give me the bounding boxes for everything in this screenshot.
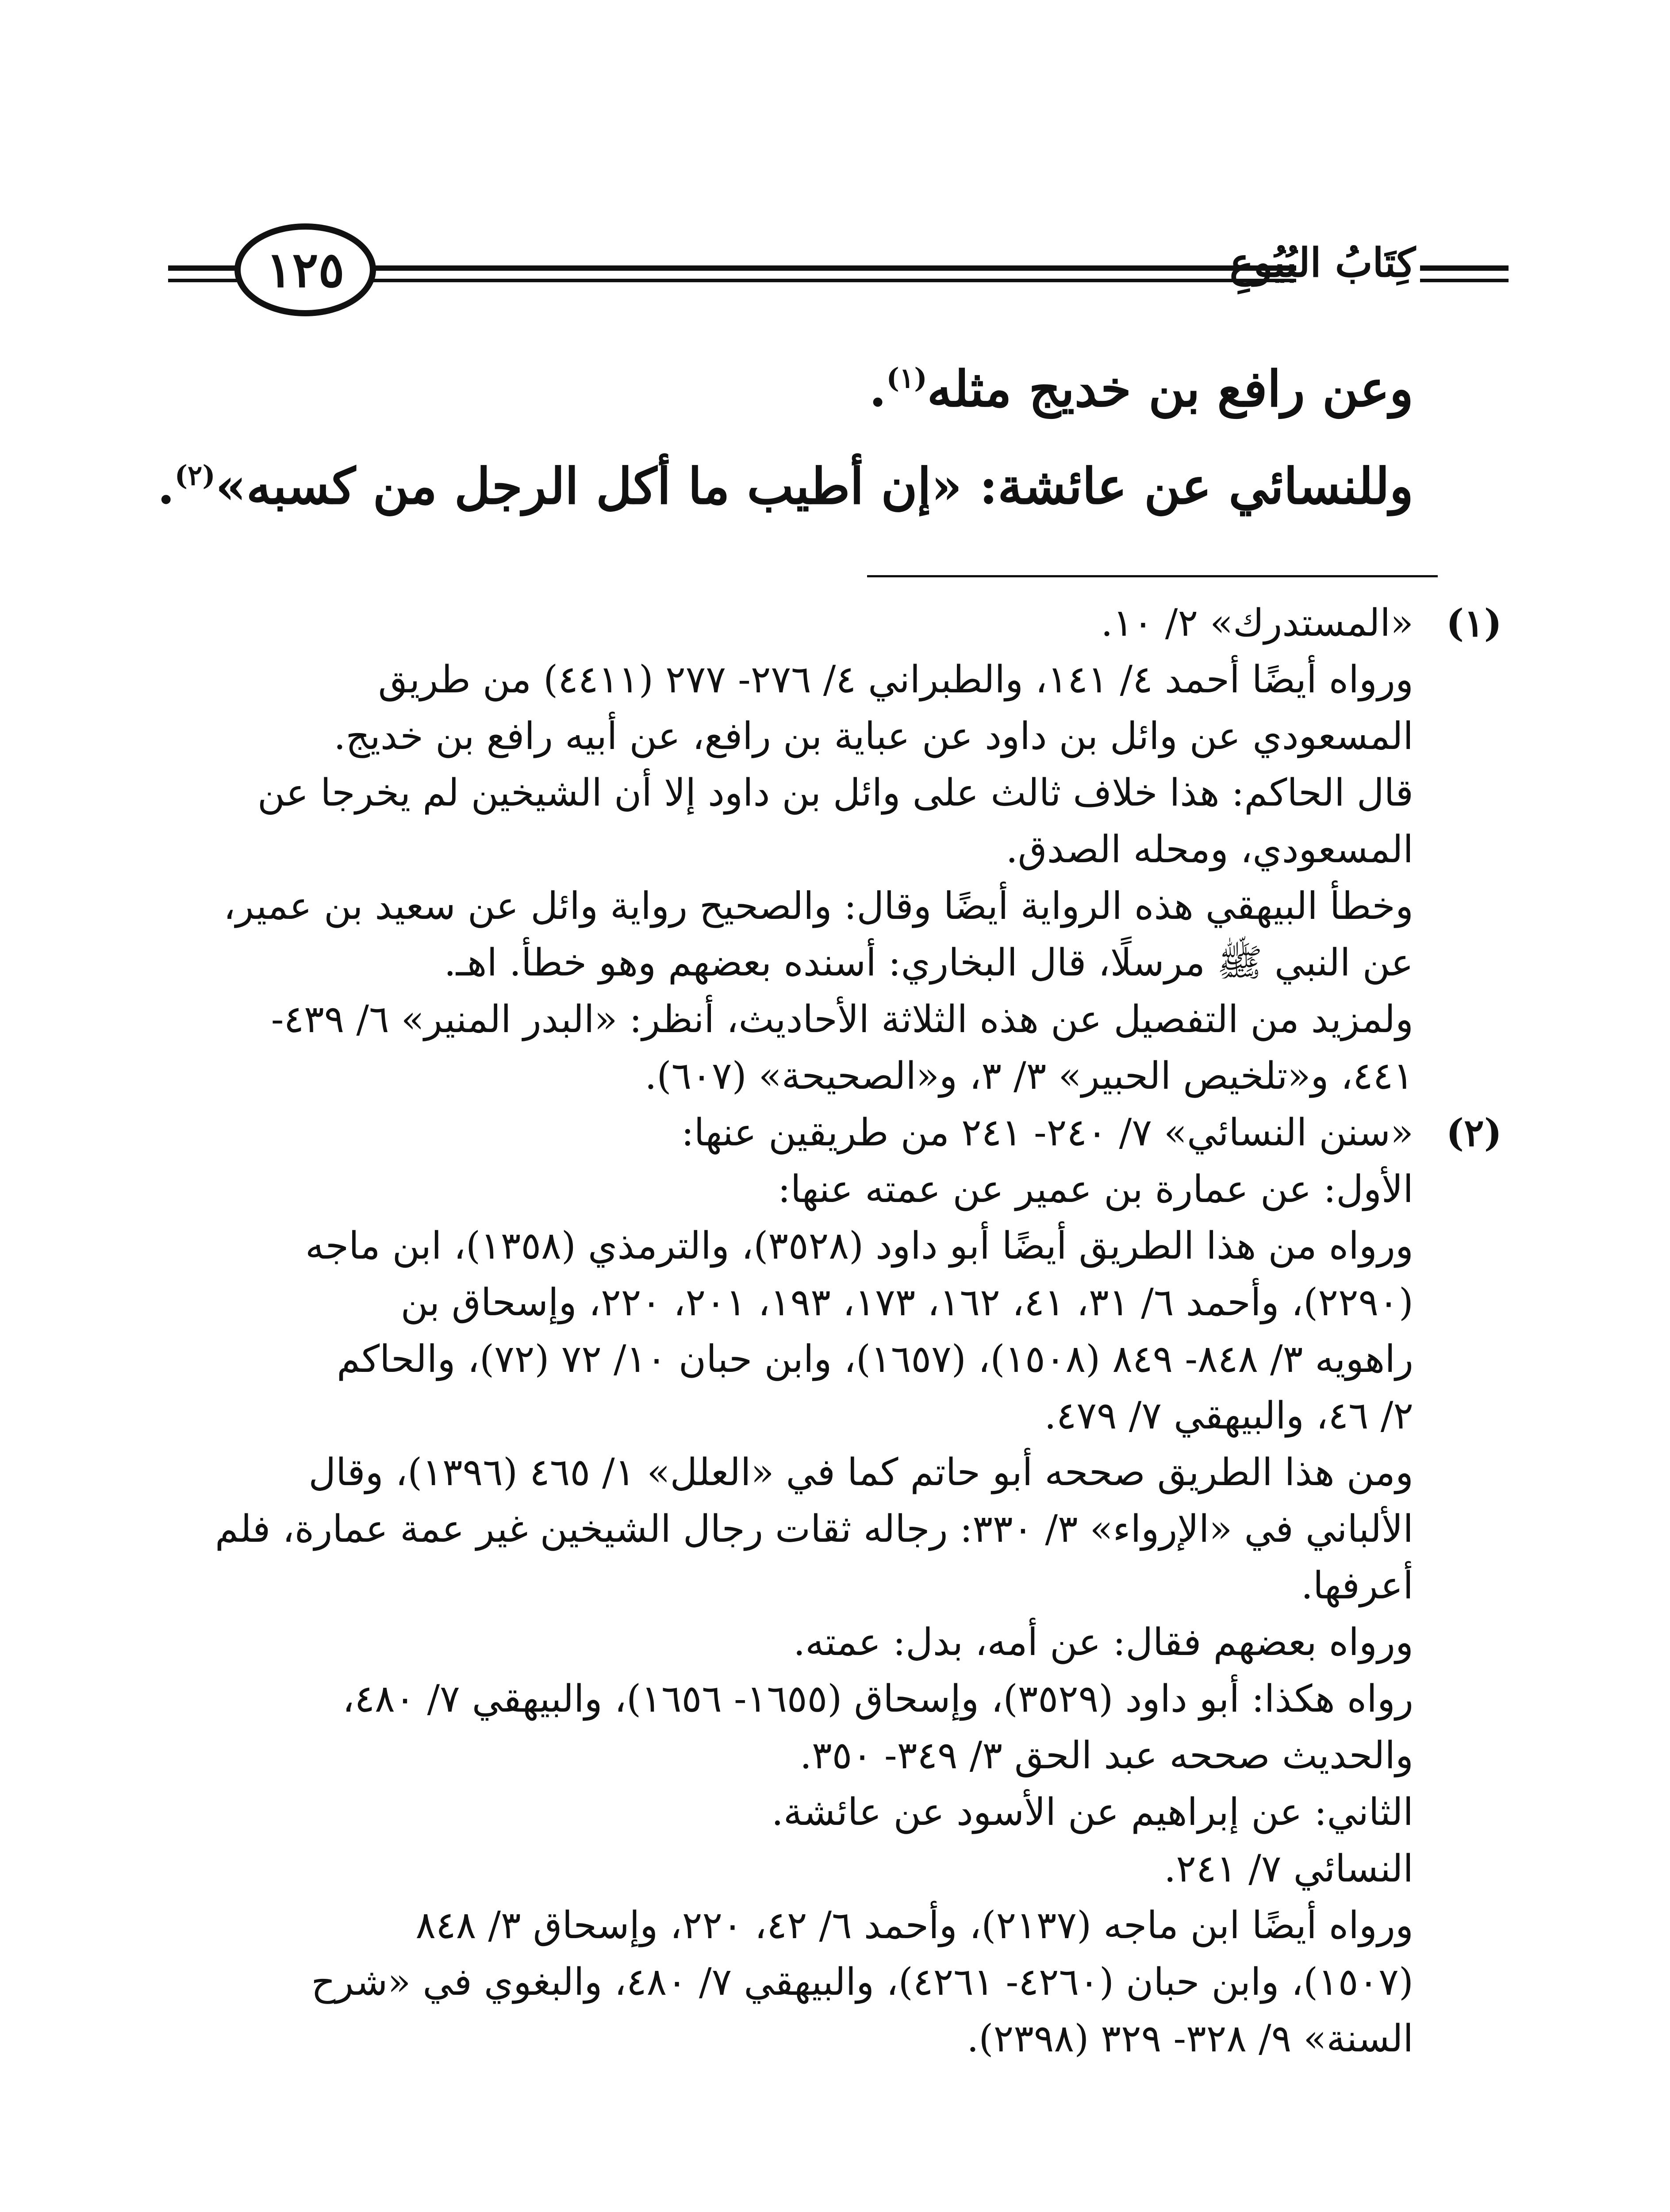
footnotes xyxy=(166,595,1502,2067)
footnote-line: الألباني في «الإرواء» ٣/ ٣٣٠: رجاله ثقات رجال الشيخين غير عمة عمارة، فلم xyxy=(215,1507,1413,1551)
header-rule xyxy=(367,265,1296,271)
footnote-separator xyxy=(867,575,1438,577)
main-text-line-body: وعن رافع بن خديج مثله xyxy=(927,360,1413,418)
footnote-line: ومن هذا الطريق صححه أبو حاتم كما في «العلل» ١/ ٤٦٥ (١٣٩٦)، وقال xyxy=(308,1451,1413,1494)
main-text-line-end: . xyxy=(157,457,175,515)
footnote-line: ورواه أيضًا ابن ماجه (٢١٣٧)، وأحمد ٦/ ٤٢، ٢٢٠، وإسحاق ٣/ ٨٤٨ xyxy=(415,1904,1413,1947)
footnote-reference: (٢) xyxy=(174,459,215,492)
footnote-line: ٢/ ٤٦، والبيهقي ٧/ ٤٧٩. xyxy=(1044,1394,1413,1438)
main-text-line xyxy=(175,341,1413,438)
footnote-line: السنة» ٩/ ٣٢٨- ٣٢٩ (٢٣٩٨). xyxy=(967,2017,1413,2061)
footnote-2 xyxy=(166,1105,1502,2067)
main-text-line xyxy=(157,438,1413,535)
footnote-number: (١) xyxy=(1446,601,1502,645)
footnote-line: قال الحاكم: هذا خلاف ثالث على وائل بن داود إلا أن الشيخين لم يخرجا عن xyxy=(257,771,1413,815)
footnote-line: ورواه بعضهم فقال: عن أمه، بدل: عمته. xyxy=(793,1621,1413,1664)
footnote-line: «المستدرك» ٢/ ١٠. xyxy=(1101,601,1413,645)
footnote-line: راهويه ٣/ ٨٤٨- ٨٤٩ (١٥٠٨)، (١٦٥٧)، وابن حبان ١٠/ ٧٢ (٧٢)، والحاكم xyxy=(337,1337,1413,1381)
footnote-line: «سنن النسائي» ٧/ ٢٤٠- ٢٤١ من طريقين عنها: xyxy=(681,1111,1413,1155)
running-header xyxy=(168,221,1509,323)
footnote-number: (٢) xyxy=(1446,1111,1502,1155)
running-title: كِتَابُ البُيُوعِ xyxy=(1229,239,1416,286)
main-text xyxy=(157,341,1413,535)
footnote-line: ٤٤١، و«تلخيص الحبير» ٣/ ٣، و«الصحيحة» (٦٠٧). xyxy=(645,1054,1413,1098)
footnote-line: رواه هكذا: أبو داود (٣٥٢٩)، وإسحاق (١٦٥٥- ١٦٥٦)، والبيهقي ٧/ ٤٨٠، xyxy=(342,1677,1413,1721)
footnote-line: ورواه أيضًا أحمد ٤/ ١٤١، والطبراني ٤/ ٢٧٦- ٢٧٧ (٤٤١١) من طريق xyxy=(378,658,1413,702)
header-rule xyxy=(1420,279,1509,282)
footnote-line: عن النبي ﷺ مرسلًا، قال البخاري: أسنده بعضهم وهو خطأ. اهـ. xyxy=(444,941,1413,985)
footnote-1 xyxy=(166,595,1502,1105)
footnote-line: ورواه من هذا الطريق أيضًا أبو داود (٣٥٢٨)، والترمذي (١٣٥٨)، ابن ماجه xyxy=(305,1224,1413,1268)
footnote-line: وخطأ البيهقي هذه الرواية أيضًا وقال: والصحيح رواية وائل عن سعيد بن عمير، xyxy=(223,884,1413,928)
page-number: ١٢٥ xyxy=(266,241,345,298)
footnote-line: والحديث صححه عبد الحق ٣/ ٣٤٩- ٣٥٠. xyxy=(799,1734,1413,1778)
footnote-line: المسعودي عن وائل بن داود عن عباية بن رافع، عن أبيه رافع بن خديج. xyxy=(334,714,1413,758)
header-rule xyxy=(1420,265,1509,271)
main-text-line-end: . xyxy=(869,360,887,418)
footnote-line: أعرفها. xyxy=(1301,1564,1413,1608)
footnote-line: المسعودي، ومحله الصدق. xyxy=(1006,828,1413,872)
footnote-line: ولمزيد من التفصيل عن هذه الثلاثة الأحاديث، أنظر: «البدر المنير» ٦/ ٤٣٩- xyxy=(271,998,1413,1041)
footnote-line: (١٥٠٧)، وابن حبان (٤٢٦٠- ٤٢٦١)، والبيهقي ٧/ ٤٨٠، والبغوي في «شرح xyxy=(311,1960,1413,2004)
page-number-oval xyxy=(234,223,376,316)
footnote-reference: (١) xyxy=(886,362,927,394)
footnote-line: الثاني: عن إبراهيم عن الأسود عن عائشة. xyxy=(771,1790,1413,1834)
header-rule xyxy=(367,279,1296,282)
footnote-line: (٢٢٩٠)، وأحمد ٦/ ٣١، ٤١، ١٦٢، ١٧٣، ١٩٣، ٢٠١، ٢٢٠، وإسحاق بن xyxy=(400,1281,1413,1325)
footnote-line: النسائي ٧/ ٢٤١. xyxy=(1164,1847,1413,1891)
main-text-line-body: وللنسائي عن عائشة: «إن أطيب ما أكل الرجل من كسبه» xyxy=(215,457,1413,515)
footnote-line: الأول: عن عمارة بن عمير عن عمته عنها: xyxy=(778,1167,1413,1211)
